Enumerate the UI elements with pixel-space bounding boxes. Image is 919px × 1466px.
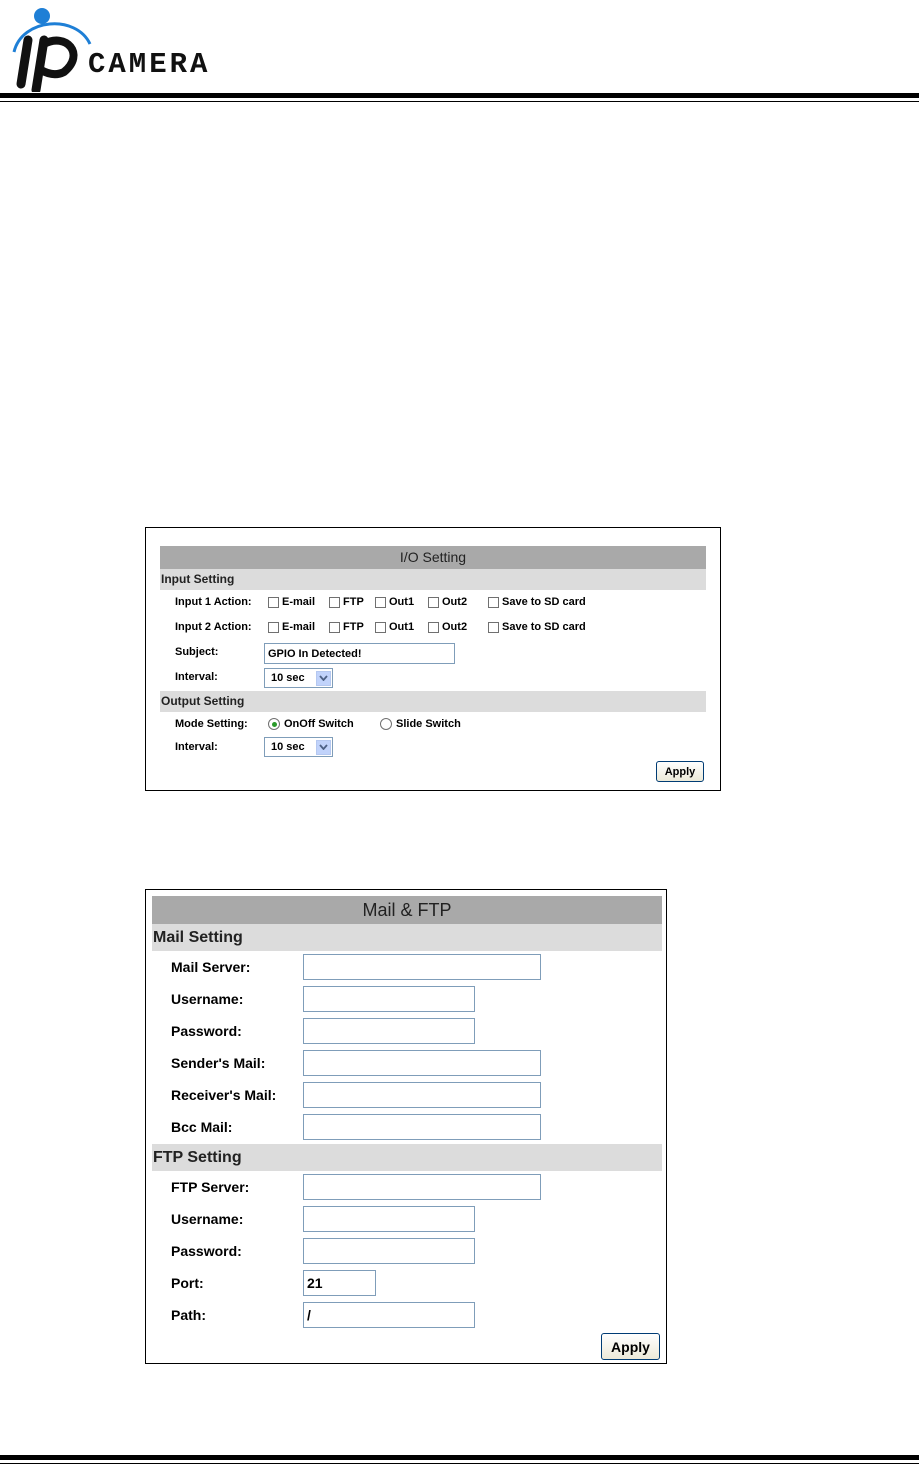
mail-password-input[interactable] <box>303 1018 475 1044</box>
onoff-switch-radio[interactable] <box>268 718 354 730</box>
checkbox-box[interactable] <box>375 597 386 608</box>
input1-sdcard-checkbox[interactable] <box>488 596 586 608</box>
ftp-server-input[interactable] <box>303 1174 541 1200</box>
chevron-down-icon[interactable] <box>316 740 331 755</box>
mail-setting-section: Mail Setting <box>152 924 662 951</box>
radio-circle-selected[interactable] <box>268 718 280 730</box>
checkbox-label: Save to SD card <box>502 621 586 633</box>
checkbox-box[interactable] <box>488 622 499 633</box>
sender-mail-input[interactable] <box>303 1050 541 1076</box>
footer-rule <box>0 1455 919 1460</box>
mail-username-input[interactable] <box>303 986 475 1012</box>
port-label: Port: <box>171 1275 204 1291</box>
checkbox-label: Out2 <box>442 596 468 608</box>
receiver-mail-input[interactable] <box>303 1082 541 1108</box>
input1-out2-checkbox[interactable] <box>428 596 467 608</box>
input2-ftp-checkbox[interactable] <box>329 621 364 633</box>
radio-circle[interactable] <box>380 718 392 730</box>
input1-email-checkbox[interactable] <box>268 596 315 608</box>
footer-rule-thin <box>0 1463 919 1464</box>
checkbox-label: FTP <box>343 621 364 633</box>
mail-server-label: Mail Server: <box>171 959 251 975</box>
slide-switch-radio[interactable] <box>380 718 461 730</box>
checkbox-label: E-mail <box>282 596 316 608</box>
input2-email-checkbox[interactable] <box>268 621 315 633</box>
checkbox-label: Save to SD card <box>502 596 586 608</box>
ftp-server-label: FTP Server: <box>171 1179 250 1195</box>
mail-server-input[interactable] <box>303 954 541 980</box>
checkbox-label: Out1 <box>389 621 415 633</box>
ftp-username-input[interactable] <box>303 1206 475 1232</box>
port-input[interactable]: 21 <box>303 1270 376 1296</box>
input1-out1-checkbox[interactable] <box>375 596 414 608</box>
mail-panel-title: Mail & FTP <box>152 896 662 924</box>
subject-label: Subject: <box>175 646 219 658</box>
ftp-password-input[interactable] <box>303 1238 475 1264</box>
output-interval-label: Interval: <box>175 741 218 753</box>
input2-out1-checkbox[interactable] <box>375 621 414 633</box>
bcc-mail-label: Bcc Mail: <box>171 1119 233 1135</box>
checkbox-label: FTP <box>343 596 364 608</box>
input2-out2-checkbox[interactable] <box>428 621 467 633</box>
ip-camera-logo <box>6 4 266 92</box>
checkbox-box[interactable] <box>488 597 499 608</box>
input-interval-label: Interval: <box>175 671 218 683</box>
input2-action-label: Input 2 Action: <box>175 621 252 633</box>
checkbox-box[interactable] <box>268 597 279 608</box>
mail-password-label: Password: <box>171 1023 242 1039</box>
receiver-mail-label: Receiver's Mail: <box>171 1087 277 1103</box>
input1-action-label: Input 1 Action: <box>175 596 252 608</box>
checkbox-box[interactable] <box>329 597 340 608</box>
radio-label: Slide Switch <box>396 718 461 730</box>
chevron-down-icon[interactable] <box>316 671 331 686</box>
mode-setting-label: Mode Setting: <box>175 718 248 730</box>
output-interval-select[interactable] <box>264 737 333 757</box>
path-input[interactable]: / <box>303 1302 475 1328</box>
checkbox-label: Out1 <box>389 596 415 608</box>
ftp-username-label: Username: <box>171 1211 244 1227</box>
select-value: 10 sec <box>271 741 305 753</box>
input1-ftp-checkbox[interactable] <box>329 596 364 608</box>
io-apply-button[interactable]: Apply <box>656 761 704 782</box>
input-setting-section: Input Setting <box>160 569 706 590</box>
input-interval-select[interactable] <box>264 668 333 688</box>
checkbox-box[interactable] <box>375 622 386 633</box>
mail-username-label: Username: <box>171 991 244 1007</box>
checkbox-box[interactable] <box>268 622 279 633</box>
checkbox-box[interactable] <box>428 597 439 608</box>
radio-label: OnOff Switch <box>284 718 354 730</box>
ftp-setting-section: FTP Setting <box>152 1144 662 1171</box>
ftp-password-label: Password: <box>171 1243 242 1259</box>
select-value: 10 sec <box>271 672 305 684</box>
input2-sdcard-checkbox[interactable] <box>488 621 586 633</box>
header-rule-thin <box>0 101 919 102</box>
mail-ftp-panel <box>145 889 667 1364</box>
ip-camera-logo-icon <box>14 8 90 90</box>
checkbox-box[interactable] <box>329 622 340 633</box>
output-setting-section: Output Setting <box>160 691 706 712</box>
header-rule <box>0 93 919 98</box>
subject-input[interactable]: GPIO In Detected! <box>264 643 455 664</box>
path-label: Path: <box>171 1307 206 1323</box>
checkbox-box[interactable] <box>428 622 439 633</box>
logo-camera-text: CAMERA <box>88 48 211 81</box>
io-panel-title: I/O Setting <box>160 546 706 569</box>
mail-apply-button[interactable]: Apply <box>601 1333 660 1360</box>
bcc-mail-input[interactable] <box>303 1114 541 1140</box>
sender-mail-label: Sender's Mail: <box>171 1055 266 1071</box>
checkbox-label: Out2 <box>442 621 468 633</box>
checkbox-label: E-mail <box>282 621 316 633</box>
io-setting-panel <box>145 527 721 791</box>
